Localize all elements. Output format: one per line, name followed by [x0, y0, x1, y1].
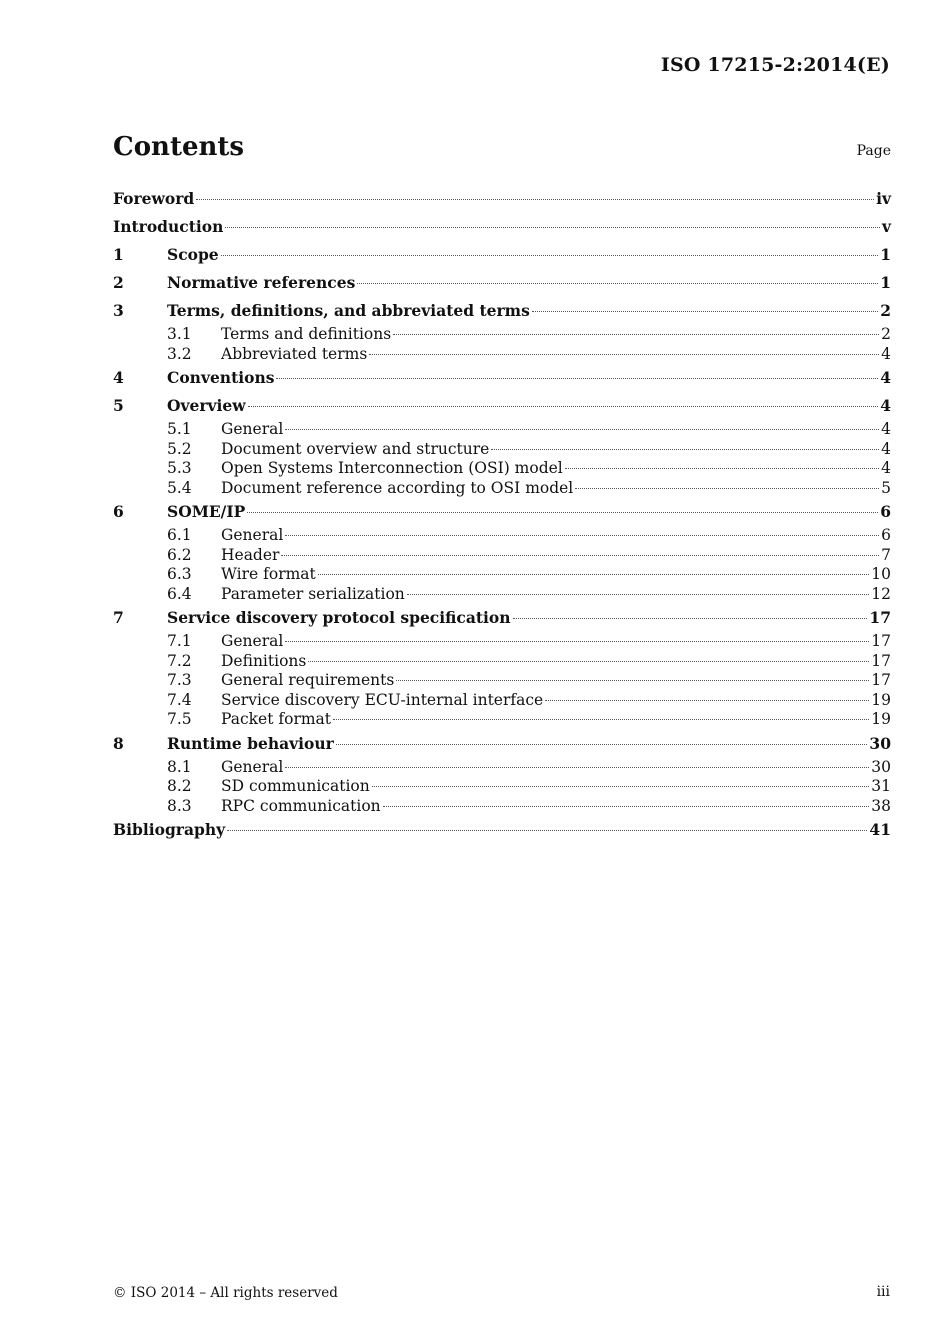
toc-entry-number: 5.3	[167, 459, 192, 477]
toc-entry-page: 5	[881, 478, 891, 497]
toc-entry-title: SOME/IP	[167, 502, 246, 521]
toc-subentry[interactable]	[113, 345, 891, 365]
dot-leader	[221, 255, 879, 256]
toc-subentry[interactable]	[113, 585, 891, 605]
toc-subentry[interactable]	[113, 546, 891, 566]
toc-entry-title: Service discovery ECU-internal interface	[221, 690, 544, 709]
page-column-label: Page	[856, 143, 891, 159]
dot-leader	[247, 512, 878, 513]
toc-entry-page: 17	[871, 671, 891, 689]
dot-leader	[285, 429, 879, 430]
toc-entry-page: 4	[881, 459, 891, 477]
toc-entry-number: 6.1	[167, 526, 192, 544]
dot-leader	[318, 574, 869, 575]
toc-subentry[interactable]	[113, 565, 891, 585]
toc-entry-number: 8.3	[167, 796, 192, 815]
toc-entry-title: RPC communication	[221, 796, 381, 815]
dot-leader	[565, 468, 879, 469]
dot-leader	[393, 334, 879, 335]
dot-leader	[308, 661, 869, 662]
toc-subentry[interactable]	[113, 691, 891, 711]
dot-leader	[336, 744, 868, 745]
toc-entry-page: 41	[869, 820, 891, 839]
toc-entry-title: Normative references	[167, 273, 356, 292]
toc-entry-page: 38	[871, 796, 891, 815]
toc-entry-title: Document overview and structure	[221, 439, 490, 458]
dot-leader	[369, 354, 879, 355]
toc-entry-number: 6	[113, 502, 124, 521]
toc-entry-page: 19	[871, 710, 891, 728]
toc-entry-title: Packet format	[221, 710, 332, 728]
dot-leader	[285, 535, 879, 536]
dot-leader	[285, 767, 869, 768]
dot-leader	[491, 449, 879, 450]
dot-leader	[225, 227, 880, 228]
toc-entry-title: Wire format	[221, 565, 316, 583]
toc-entry-title: SD communication	[221, 777, 370, 795]
toc-entry-title: Document reference according to OSI model	[221, 478, 574, 497]
toc-entry-number: 3.2	[167, 344, 192, 363]
toc-subentry[interactable]	[113, 671, 891, 691]
toc-entry-number: 5.4	[167, 478, 192, 497]
toc-entry-number: 3	[113, 301, 124, 320]
toc-entry-title: Terms and definitions	[221, 325, 392, 343]
toc-entry-number: 7.4	[167, 690, 192, 709]
toc-entry-number: 7.5	[167, 710, 192, 728]
dot-leader	[227, 830, 867, 831]
dot-leader	[545, 700, 869, 701]
dot-leader	[357, 283, 878, 284]
toc-entry-page: 6	[881, 526, 891, 544]
toc-entry-title: Terms, definitions, and abbreviated terms	[167, 301, 530, 320]
toc-entry-title: Foreword	[113, 189, 195, 208]
toc-subentry[interactable]	[113, 420, 891, 440]
toc-entry-title: General	[221, 757, 284, 776]
dot-leader	[248, 406, 879, 407]
toc-entry-title: General	[221, 632, 284, 650]
toc-entry[interactable]	[113, 498, 891, 526]
toc-entry-number: 7.1	[167, 632, 192, 650]
toc-entry-page: 4	[881, 420, 891, 438]
toc-entry-title: Header	[221, 545, 280, 564]
toc-entry-number: 8.1	[167, 757, 192, 776]
toc-entry-number: 5.2	[167, 439, 192, 458]
toc-entry-number: 5.1	[167, 420, 192, 438]
toc-entry[interactable]	[113, 185, 891, 213]
toc-subentry[interactable]	[113, 440, 891, 460]
toc-entry-title: Abbreviated terms	[221, 344, 368, 363]
toc-entry[interactable]	[113, 241, 891, 269]
toc-entry[interactable]	[113, 392, 891, 420]
toc-entry[interactable]	[113, 604, 891, 632]
toc-entry[interactable]	[113, 364, 891, 392]
toc-entry-page: 4	[881, 439, 891, 458]
toc-entry-number: 5	[113, 396, 124, 415]
toc-entry-title: Conventions	[167, 368, 275, 387]
document-identifier: ISO 17215-2:2014(E)	[660, 54, 890, 76]
toc-subentry[interactable]	[113, 710, 891, 730]
toc-entry-number: 7.3	[167, 671, 192, 689]
toc-entry-page: 17	[871, 632, 891, 650]
toc-entry-number: 6.4	[167, 584, 192, 603]
toc-entry-title: General requirements	[221, 671, 395, 689]
toc-entry-number: 6.3	[167, 565, 192, 583]
toc-entry-title: Runtime behaviour	[167, 733, 334, 753]
toc-entry-page: 12	[871, 584, 891, 603]
table-of-contents	[113, 185, 891, 844]
toc-entry-page: 17	[871, 651, 891, 670]
toc-entry-page: 2	[881, 325, 891, 343]
toc-subentry[interactable]	[113, 777, 891, 797]
toc-subentry[interactable]	[113, 325, 891, 345]
toc-entry-title: Bibliography	[113, 820, 226, 839]
contents-header	[113, 132, 891, 166]
toc-entry-page: 6	[880, 502, 891, 521]
toc-entry-title: Definitions	[221, 651, 307, 670]
toc-entry-number: 7	[113, 608, 124, 627]
toc-subentry[interactable]	[113, 632, 891, 652]
toc-entry-title: General	[221, 526, 284, 544]
toc-entry-page: 4	[880, 396, 891, 415]
contents-title: Contents	[113, 132, 245, 162]
page-number: iii	[876, 1284, 890, 1300]
toc-entry-number: 7.2	[167, 651, 192, 670]
toc-entry-page: 4	[880, 368, 891, 387]
toc-subentry[interactable]	[113, 526, 891, 546]
dot-leader	[513, 618, 868, 619]
toc-entry-page: 30	[871, 757, 891, 776]
toc-subentry[interactable]	[113, 652, 891, 672]
toc-entry-number: 6.2	[167, 545, 192, 564]
toc-entry-title: Scope	[167, 245, 219, 264]
toc-entry[interactable]	[113, 269, 891, 297]
dot-leader	[532, 311, 878, 312]
dot-leader	[407, 594, 869, 595]
toc-entry-page: 2	[880, 301, 891, 320]
toc-entry-number: 4	[113, 368, 124, 387]
dot-leader	[396, 680, 869, 681]
toc-entry-number: 8	[113, 733, 124, 753]
dot-leader	[196, 199, 874, 200]
toc-subentry[interactable]	[113, 479, 891, 499]
toc-entry-number: 8.2	[167, 777, 192, 795]
toc-entry-page: 19	[871, 690, 891, 709]
toc-entry[interactable]	[113, 816, 891, 844]
toc-entry-title: Parameter serialization	[221, 584, 405, 603]
toc-entry-title: Introduction	[113, 217, 224, 236]
toc-entry-page: iv	[876, 189, 891, 208]
toc-entry-page: 4	[881, 344, 891, 363]
dot-leader	[372, 786, 870, 787]
toc-subentry[interactable]	[113, 459, 891, 479]
toc-entry-page: 7	[881, 545, 891, 564]
dot-leader	[575, 488, 879, 489]
toc-entry-title: Open Systems Interconnection (OSI) model	[221, 459, 563, 477]
toc-entry-title: Service discovery protocol specification	[167, 608, 511, 627]
dot-leader	[285, 641, 869, 642]
toc-entry-page: 17	[869, 608, 891, 627]
dot-leader	[333, 719, 869, 720]
toc-entry-title: Overview	[167, 396, 246, 415]
toc-subentry[interactable]	[113, 758, 891, 778]
toc-entry-number: 1	[113, 245, 124, 264]
toc-entry-number: 3.1	[167, 325, 192, 343]
toc-entry-page: 1	[880, 273, 891, 292]
copyright-notice: © ISO 2014 – All rights reserved	[113, 1285, 338, 1301]
dot-leader	[383, 806, 870, 807]
toc-entry-page: 1	[880, 245, 891, 264]
toc-entry-page: 10	[871, 565, 891, 583]
toc-entry-page: v	[881, 217, 891, 236]
dot-leader	[281, 555, 879, 556]
toc-entry-title: General	[221, 420, 284, 438]
toc-entry[interactable]	[113, 297, 891, 325]
toc-entry[interactable]	[113, 213, 891, 241]
toc-entry[interactable]	[113, 730, 891, 758]
toc-subentry[interactable]	[113, 797, 891, 817]
toc-entry-number: 2	[113, 273, 124, 292]
toc-entry-page: 30	[869, 733, 891, 753]
toc-entry-page: 31	[871, 777, 891, 795]
dot-leader	[276, 378, 878, 379]
